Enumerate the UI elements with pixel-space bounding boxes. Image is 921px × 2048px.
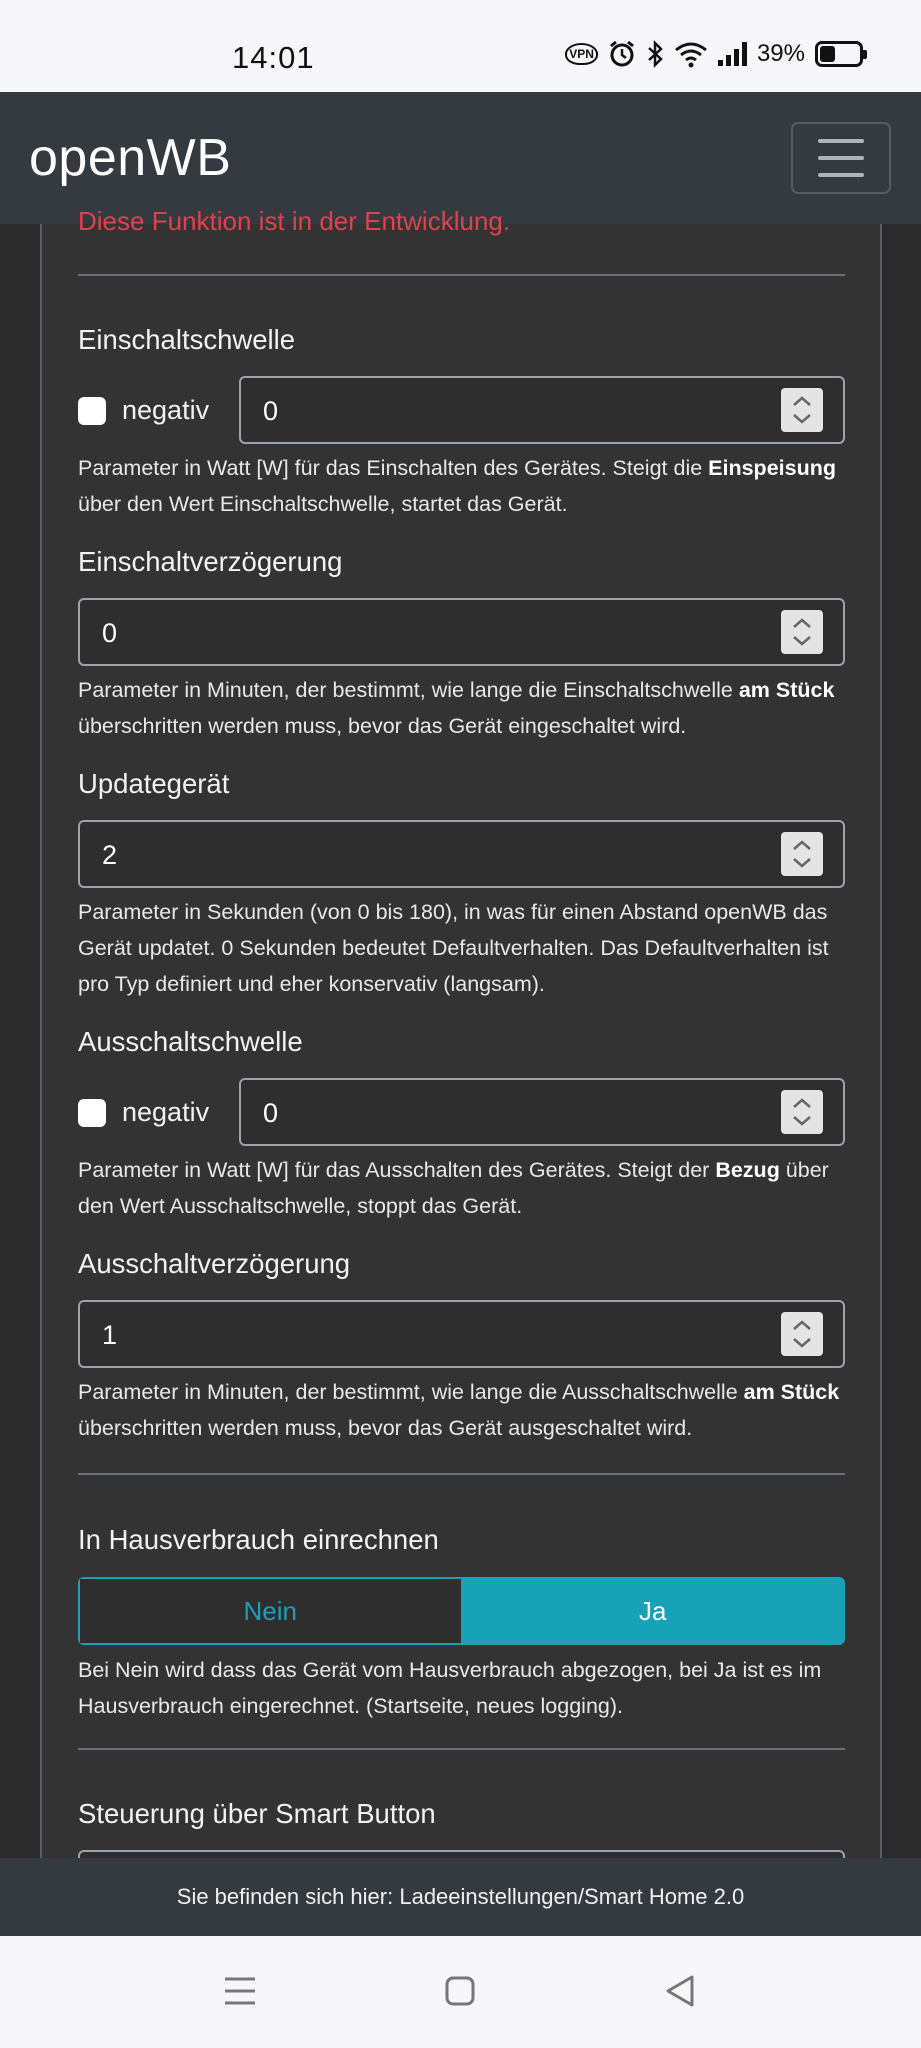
signal-icon (718, 42, 747, 66)
status-bar (0, 0, 921, 92)
updategeraet-input[interactable] (78, 820, 845, 888)
einschaltschwelle-label: Einschaltschwelle (78, 324, 296, 355)
smart-button-label: Steuerung über Smart Button (78, 1798, 436, 1829)
hausverbrauch-label: In Hausverbrauch einrechnen (78, 1524, 439, 1555)
spinner-arrows-icon (781, 1312, 823, 1356)
hamburger-icon-bar (818, 139, 864, 143)
ausschaltschwelle-input[interactable] (239, 1078, 845, 1146)
ausschaltverzoegerung-spinner[interactable] (781, 1312, 823, 1356)
spinner-arrows-icon (781, 1090, 823, 1134)
hamburger-icon-bar (818, 173, 864, 177)
battery-percent: 39% (756, 40, 805, 67)
hausverbrauch-nein-button[interactable]: Nein (80, 1579, 463, 1643)
hamburger-menu-button[interactable] (791, 122, 891, 194)
battery-icon (815, 41, 863, 67)
spinner-arrows-icon (781, 388, 823, 432)
menu-lines-icon (223, 1975, 257, 2007)
settings-card (40, 206, 882, 1924)
einschaltverzoegerung-spinner[interactable] (781, 610, 823, 654)
hausverbrauch-ja-button[interactable]: Ja (463, 1579, 844, 1643)
ausschaltschwelle-negative-option[interactable] (78, 1097, 209, 1128)
einschaltverzoegerung-value: 0 (102, 618, 118, 648)
vpn-icon: VPN (565, 43, 598, 65)
back-triangle-icon (664, 1974, 696, 2008)
status-time: 14:01 (232, 40, 315, 75)
hamburger-icon-bar (818, 156, 864, 160)
einschaltverzoegerung-label: Einschaltverzögerung (78, 546, 343, 577)
ausschaltschwelle-help: Parameter in Watt [W] für das Ausschalten des Gerätes. Steigt der Bezug über den Wert Ausschaltschwelle, stoppt das Gerät. (78, 1158, 829, 1218)
brand-logo[interactable]: openWB (29, 129, 232, 187)
ausschaltverzoegerung-help: Parameter in Minuten, der bestimmt, wie lange die Ausschaltschwelle am Stück überschritten werden muss, bevor das Gerät ausgeschaltet wird. (78, 1380, 840, 1440)
status-icons (565, 40, 863, 68)
recent-apps-button[interactable] (210, 1966, 270, 2016)
updategeraet-spinner[interactable] (781, 832, 823, 876)
spinner-arrows-icon (781, 610, 823, 654)
scroll-content[interactable] (0, 206, 921, 1858)
alarm-icon (608, 40, 636, 68)
home-button[interactable] (430, 1966, 490, 2016)
einschaltschwelle-help: Parameter in Watt [W] für das Einschalten des Gerätes. Steigt die Einspeisung über den Wert Einschaltschwelle, startet das Gerät. (78, 456, 836, 516)
ausschaltverzoegerung-input[interactable] (78, 1300, 845, 1368)
hausverbrauch-toggle-group (78, 1577, 845, 1645)
ausschaltschwelle-label: Ausschaltschwelle (78, 1026, 303, 1057)
bluetooth-icon (646, 40, 664, 68)
einschaltschwelle-negative-checkbox[interactable] (78, 397, 106, 425)
ausschaltverzoegerung-value: 1 (102, 1320, 118, 1350)
ausschaltschwelle-spinner[interactable] (781, 1090, 823, 1134)
einschaltschwelle-value: 0 (263, 396, 279, 426)
updategeraet-label: Updategerät (78, 768, 230, 799)
android-nav-bar (0, 1936, 921, 2048)
einschaltschwelle-negative-label: negativ (122, 395, 210, 425)
einschaltverzoegerung-input[interactable] (78, 598, 845, 666)
einschaltschwelle-negative-option[interactable] (78, 395, 209, 426)
home-square-icon (444, 1975, 476, 2007)
einschaltverzoegerung-help: Parameter in Minuten, der bestimmt, wie lange die Einschaltschwelle am Stück überschritten werden muss, bevor das Gerät eingeschaltet wird. (78, 678, 835, 738)
divider (78, 1748, 845, 1750)
ausschaltverzoegerung-label: Ausschaltverzögerung (78, 1248, 351, 1279)
einschaltschwelle-spinner[interactable] (781, 388, 823, 432)
ausschaltschwelle-value: 0 (263, 1098, 279, 1128)
einschaltschwelle-input[interactable] (239, 376, 845, 444)
divider (78, 274, 845, 276)
top-navbar (0, 92, 921, 224)
footer-breadcrumb: Sie befinden sich hier: Ladeeinstellungen/Smart Home 2.0 (0, 1858, 921, 1936)
updategeraet-value: 2 (102, 840, 118, 870)
ausschaltschwelle-negative-label: negativ (122, 1097, 210, 1127)
divider (78, 1473, 845, 1475)
back-button[interactable] (650, 1966, 710, 2016)
hausverbrauch-help: Bei Nein wird dass das Gerät vom Hausverbrauch abgezogen, bei Ja ist es im Hausverbrauch eingerechnet. (Startseite, neues logging). (78, 1658, 822, 1718)
dev-warning-text: Diese Funktion ist in der Entwicklung. (78, 206, 511, 236)
ausschaltschwelle-negative-checkbox[interactable] (78, 1099, 106, 1127)
wifi-icon (674, 40, 708, 68)
updategeraet-help: Parameter in Sekunden (von 0 bis 180), in was für einen Abstand openWB das Gerät updatet. 0 Sekunden bedeutet Defaultverhalten. Das Defaultverhalten ist pro Typ definiert und eher konservativ (langsam). (78, 900, 829, 996)
spinner-arrows-icon (781, 832, 823, 876)
